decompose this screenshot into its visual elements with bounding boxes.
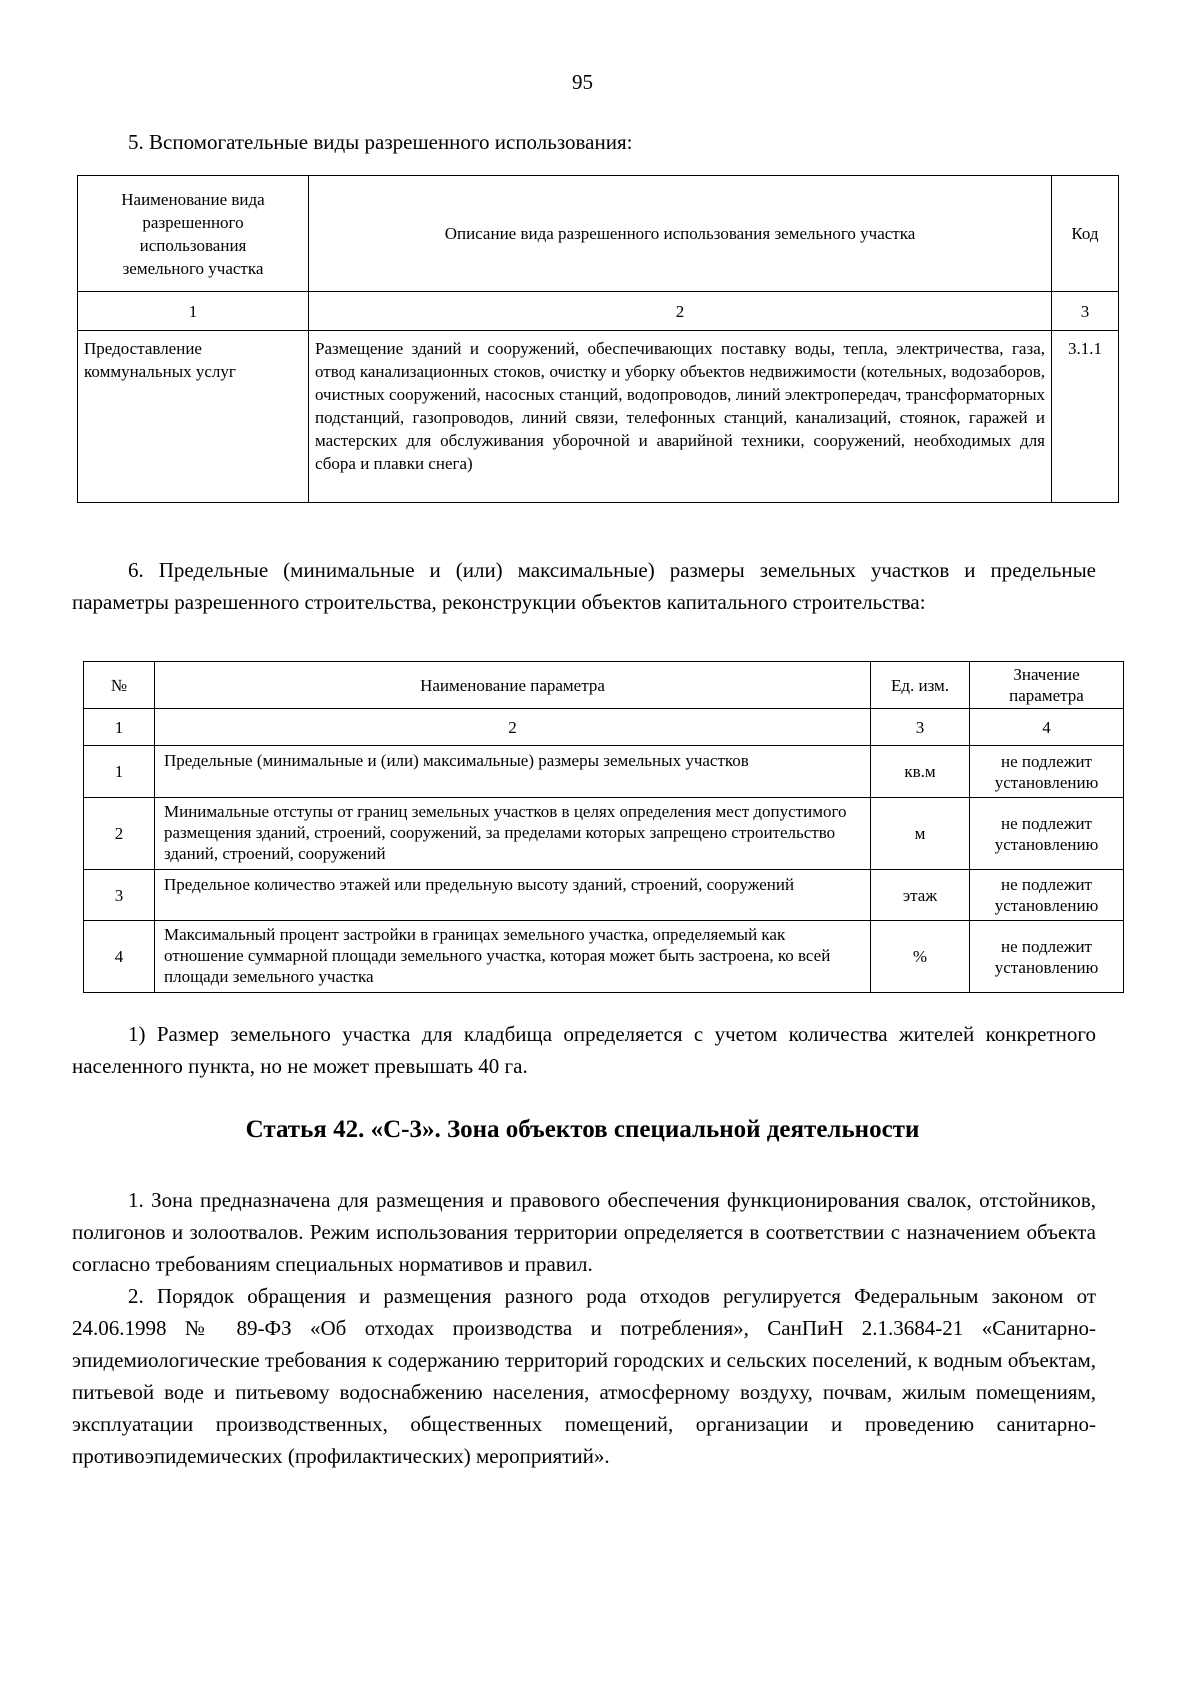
param-value-cell: не подлежит установлению <box>970 746 1124 798</box>
table-number-cell: 1 <box>84 709 155 746</box>
permitted-use-table <box>77 175 1119 503</box>
article-paragraph: 2. Порядок обращения и размещения разного рода отходов регулируется Федеральным законом от 24.06.1998 № 89-ФЗ «Об отходах производства и потребления», СанПиН 2.1.3684-21 «Санитарно-эпидемиологические требования к содержанию территорий городских и сельских поселений, к водным объектам, питьевой воде и питьевому водоснабжению населения, атмосферному воздуху, почвам, жилым помещениям, эксплуатации производственных, общественных помещений, организации и проведению санитарно-противоэпидемических (профилактических) мероприятий». <box>72 1284 1096 1468</box>
article-paragraph: 1. Зона предназначена для размещения и правового обеспечения функционирования свалок, отстойников, полигонов и золоотвалов. Режим использования территории определяется в соответствии с назначением объекта согласно требованиям специальных нормативов и правил. <box>72 1188 1096 1276</box>
table-row <box>84 798 1124 870</box>
use-description-cell: Размещение зданий и сооружений, обеспечивающих поставку воды, тепла, электричества, газа, отвод канализационных стоков, очистку и уборку объектов недвижимости (котельных, водозаборов, очистных сооружений, насосных станций, водопроводов, линий электропередач, трансформаторных подстанций, газопроводов, линий связи, телефонных станций, канализаций, стоянок, гаражей и мастерских для обслуживания уборочной и аварийной техники, сооружений, необходимых для сбора и плавки снега) <box>309 331 1052 503</box>
table-row <box>84 870 1124 921</box>
table-number-cell: 4 <box>970 709 1124 746</box>
param-value-cell: не подлежит установлению <box>970 921 1124 993</box>
param-unit-cell: % <box>871 921 970 993</box>
table-header-cell: Описание вида разрешенного использования земельного участка <box>309 176 1052 292</box>
use-code-cell: 3.1.1 <box>1052 331 1119 503</box>
parameters-table <box>83 661 1124 993</box>
table-header-cell: Код <box>1052 176 1119 292</box>
table-row <box>84 746 1124 798</box>
table-number-cell: 3 <box>1052 292 1119 331</box>
table-number-cell: 2 <box>309 292 1052 331</box>
param-name-cell: Минимальные отступы от границ земельных участков в целях определения мест допустимого размещения зданий, строений, сооружений, за пределами которых запрещено строительство зданий, строений, сооружений <box>155 798 871 870</box>
param-unit-cell: кв.м <box>871 746 970 798</box>
table-header-row <box>84 662 1124 709</box>
table-number-cell: 2 <box>155 709 871 746</box>
table-row <box>78 331 1119 503</box>
table-header-cell: Значение параметра <box>970 662 1124 709</box>
table-number-cell: 3 <box>871 709 970 746</box>
param-unit-cell: м <box>871 798 970 870</box>
param-name-cell: Максимальный процент застройки в границах земельного участка, определяемый как отношение суммарной площади земельного участка, которая может быть застроена, ко всей площади земельного участка <box>155 921 871 993</box>
param-name-cell: Предельное количество этажей или предельную высоту зданий, строений, сооружений <box>155 870 871 921</box>
param-value-cell: не подлежит установлению <box>970 798 1124 870</box>
section5-heading: 5. Вспомогательные виды разрешенного использования: <box>128 130 633 154</box>
table-header-cell: Ед. изм. <box>871 662 970 709</box>
table-row <box>84 921 1124 993</box>
table-number-row <box>78 292 1119 331</box>
table-header-row <box>78 176 1119 292</box>
use-name-cell: Предоставление коммунальных услуг <box>78 331 309 503</box>
table-number-cell: 1 <box>78 292 309 331</box>
table-header-cell: Наименование параметра <box>155 662 871 709</box>
section6-heading: 6. Предельные (минимальные и (или) максимальные) размеры земельных участков и предельные параметры разрешенного строительства, реконструкции объектов капитального строительства: <box>72 558 1096 614</box>
cemetery-note: 1) Размер земельного участка для кладбища определяется с учетом количества жителей конкретного населенного пункта, но не может превышать 40 га. <box>72 1022 1096 1078</box>
page-number: 95 <box>572 70 593 94</box>
param-number-cell: 3 <box>84 870 155 921</box>
param-number-cell: 1 <box>84 746 155 798</box>
article-title: Статья 42. «С-3». Зона объектов специальной деятельности <box>245 1116 920 1143</box>
param-unit-cell: этаж <box>871 870 970 921</box>
param-number-cell: 2 <box>84 798 155 870</box>
table-header-cell: Наименование вида разрешенного использования земельного участка <box>78 176 309 292</box>
param-name-cell: Предельные (минимальные и (или) максимальные) размеры земельных участков <box>155 746 871 798</box>
table-header-cell: № <box>84 662 155 709</box>
table-number-row <box>84 709 1124 746</box>
param-number-cell: 4 <box>84 921 155 993</box>
param-value-cell: не подлежит установлению <box>970 870 1124 921</box>
